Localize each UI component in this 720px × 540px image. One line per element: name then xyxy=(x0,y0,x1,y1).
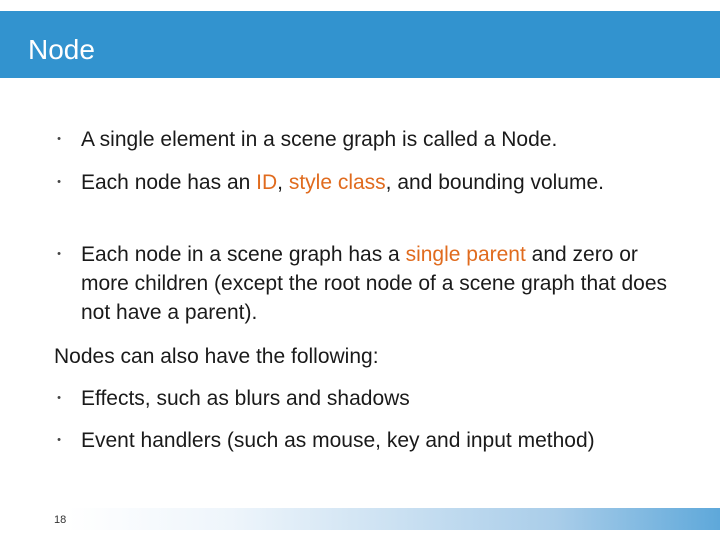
highlight-term: single parent xyxy=(405,243,526,266)
bullet-text xyxy=(81,240,681,327)
bullet-marker: • xyxy=(57,176,61,188)
text-segment: , and bounding volume. xyxy=(385,171,604,194)
bullet-text: Effects, such as blurs and shadows xyxy=(81,387,410,410)
highlight-term: ID xyxy=(256,171,278,194)
slide-title: Node xyxy=(28,34,95,65)
bullet-text: Event handlers (such as mouse, key and input method) xyxy=(81,429,595,452)
footer-gradient-bar xyxy=(68,508,720,530)
section-heading: Nodes can also have the following: xyxy=(54,345,379,368)
highlight-term: style class xyxy=(288,171,386,194)
bullet-text xyxy=(81,168,681,197)
bullet-marker: • xyxy=(57,434,61,446)
text-segment: and zero or more children (except the root node of a scene graph that does not have a parent). xyxy=(81,243,668,324)
text-segment: A single element in a scene graph is called a Node. xyxy=(81,128,558,151)
bullet-marker: • xyxy=(57,392,61,404)
bullet-text xyxy=(81,125,681,154)
text-segment: , xyxy=(277,171,289,194)
page-number: 18 xyxy=(54,514,67,526)
top-strip xyxy=(0,0,720,11)
bullet-marker: • xyxy=(57,133,61,145)
title-bar xyxy=(0,11,720,78)
text-segment: Each node in a scene graph has a xyxy=(81,243,406,266)
text-segment: Each node has an xyxy=(81,171,257,194)
bullet-marker: • xyxy=(57,248,61,260)
